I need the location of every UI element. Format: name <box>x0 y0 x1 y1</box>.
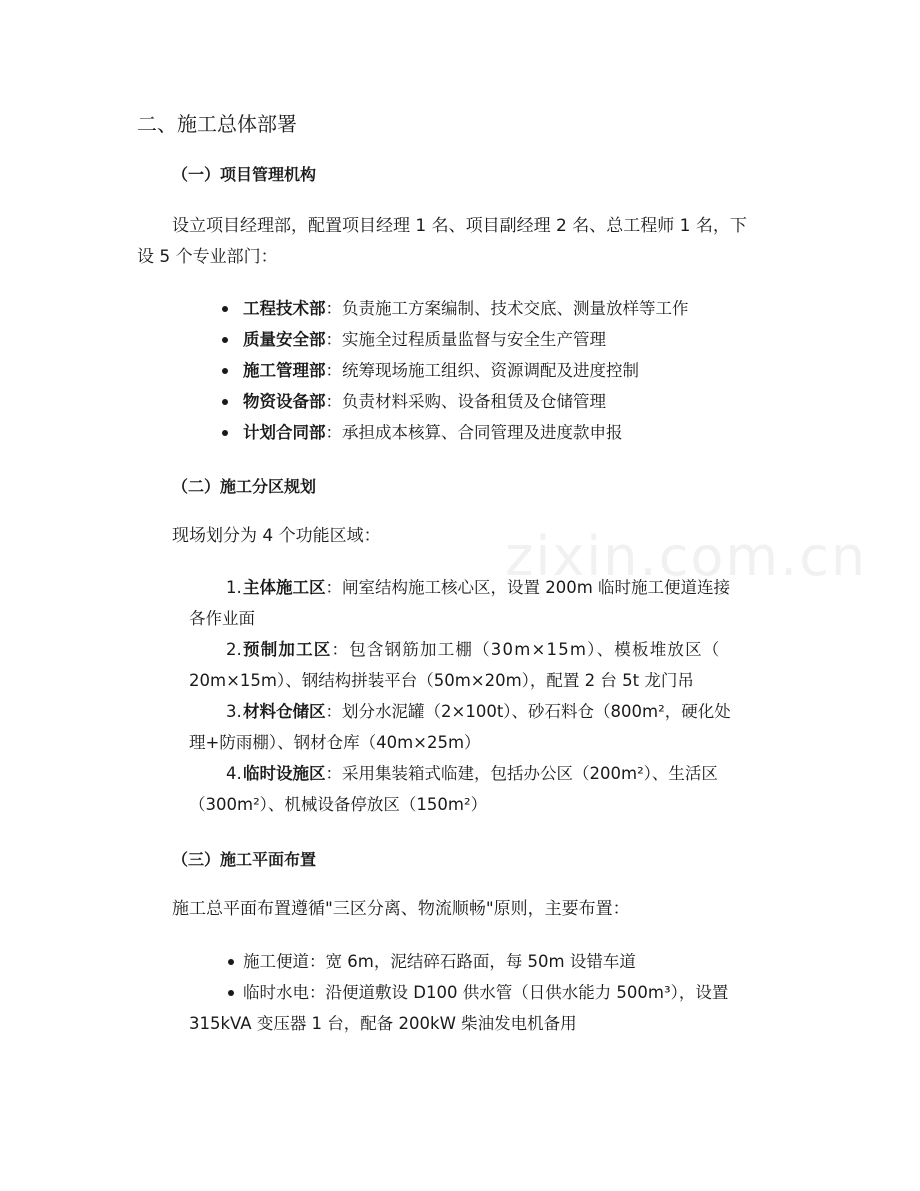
subsection-title-organization: （一）项目管理机构 <box>172 165 317 184</box>
department-desc: ：负责施工方案编制、技术交底、测量放样等工作 <box>325 299 689 318</box>
zone-desc-line1: ：包含钢筋加工棚（30m×15m）、模板堆放区（ <box>331 640 721 659</box>
list-item <box>222 293 689 324</box>
department-name: 物资设备部 <box>243 392 326 411</box>
department-list <box>222 293 689 448</box>
zone-number: 2. <box>226 640 242 659</box>
zone-desc-line1: ：闸室结构施工核心区，设置 200m 临时施工便道连接 <box>325 578 731 597</box>
zone-number: 4. <box>226 764 242 783</box>
zone-desc-line2: 20m×15m）、钢结构拼装平台（50m×20m），配置 2 台 5t 龙门吊 <box>189 671 694 690</box>
bullet-icon <box>222 337 228 343</box>
zone-desc-line1: ：采用集装箱式临建，包括办公区（200m²）、生活区 <box>325 764 718 783</box>
zone-name: 主体施工区 <box>243 578 326 597</box>
watermark: zixin.com.cn <box>505 525 868 588</box>
layout-intro: 施工总平面布置遵循"三区分离、物流顺畅"原则，主要布置： <box>172 899 630 919</box>
zone-name: 预制加工区 <box>243 640 332 659</box>
bullet-icon <box>228 959 234 965</box>
bullet-icon <box>222 399 228 405</box>
department-name: 施工管理部 <box>243 361 326 380</box>
department-desc: ：承担成本核算、合同管理及进度款申报 <box>325 423 623 442</box>
list-item <box>222 355 689 386</box>
department-name: 质量安全部 <box>243 330 326 349</box>
zone-desc-line1: ：划分水泥罐（2×100t）、砂石料仓（800m²，硬化处 <box>325 702 731 721</box>
bullet-icon <box>222 368 228 374</box>
zone-number: 1. <box>226 578 242 597</box>
zone-desc-line2: （300m²）、机械设备停放区（150m²） <box>189 795 488 814</box>
organization-intro-line2: 设 5 个专业部门： <box>137 247 278 267</box>
list-item <box>222 386 689 417</box>
department-name: 计划合同部 <box>243 423 326 442</box>
subsection-title-layout: （三）施工平面布置 <box>172 850 317 869</box>
bullet-icon <box>222 430 228 436</box>
section-title: 二、施工总体部署 <box>137 112 297 136</box>
bullet-icon <box>222 306 228 312</box>
layout-item-line1: 临时水电：沿便道敷设 D100 供水管（日供水能力 500m³），设置 <box>243 983 729 1002</box>
organization-intro-line1: 设立项目经理部，配置项目经理 1 名、项目副经理 2 名、总工程师 1 名，下 <box>172 216 747 236</box>
department-desc: ：负责材料采购、设备租赁及仓储管理 <box>325 392 606 411</box>
list-item <box>222 324 689 355</box>
department-desc: ：实施全过程质量监督与安全生产管理 <box>325 330 606 349</box>
zone-name: 材料仓储区 <box>243 702 326 721</box>
department-name: 工程技术部 <box>243 299 326 318</box>
bullet-icon <box>228 990 234 996</box>
list-item <box>222 417 689 448</box>
zone-number: 3. <box>226 702 242 721</box>
layout-item-line1: 施工便道：宽 6m，泥结碎石路面，每 50m 设错车道 <box>243 952 636 971</box>
department-desc: ：统筹现场施工组织、资源调配及进度控制 <box>325 361 639 380</box>
subsection-title-zones: （二）施工分区规划 <box>172 477 317 496</box>
zones-intro: 现场划分为 4 个功能区域： <box>172 526 381 546</box>
zone-desc-line2: 各作业面 <box>189 609 255 628</box>
layout-item-line2: 315kVA 变压器 1 台，配备 200kW 柴油发电机备用 <box>189 1014 577 1033</box>
zone-name: 临时设施区 <box>243 764 326 783</box>
zone-desc-line2: 理+防雨棚）、钢材仓库（40m×25m） <box>189 733 481 752</box>
